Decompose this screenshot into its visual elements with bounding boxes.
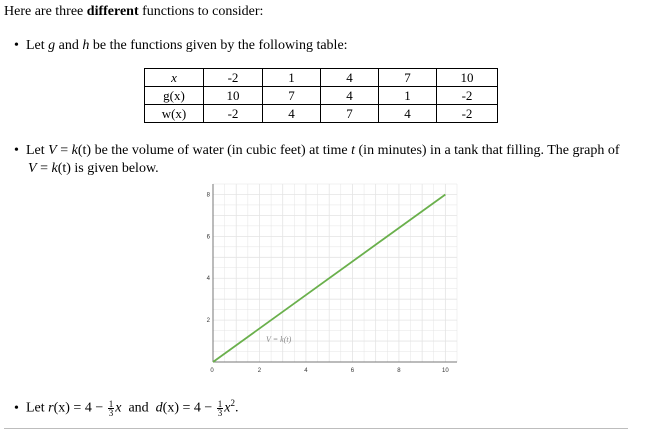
x-tick-label: 4 <box>304 368 308 374</box>
fraction <box>108 400 115 417</box>
var-r: r <box>48 400 54 416</box>
var-t: t <box>351 143 356 158</box>
cell: 1 <box>379 87 437 105</box>
bullet-dot: • <box>14 400 19 416</box>
text: Let <box>26 400 49 416</box>
var-k: k <box>51 161 58 176</box>
intro-suffix: functions to consider: <box>138 4 264 19</box>
text: . <box>235 400 239 416</box>
volume-graph <box>200 180 458 380</box>
var-V: V <box>28 161 37 176</box>
fraction <box>217 400 224 417</box>
var-x: x <box>224 400 231 416</box>
divider <box>4 428 628 429</box>
intro-prefix: Here are three <box>4 4 87 19</box>
table-row <box>145 69 498 87</box>
text: (t) <box>57 161 71 176</box>
text: = <box>56 143 72 158</box>
graph-svg <box>200 180 458 380</box>
text: is given below. <box>70 161 159 176</box>
denominator: 3 <box>108 407 114 418</box>
text: be the volume of water (in cubic feet) at time <box>91 143 352 158</box>
intro-text <box>4 4 263 20</box>
text: and <box>55 38 83 53</box>
cell: 4 <box>321 87 379 105</box>
cell: 4 <box>321 69 379 87</box>
cell: 10 <box>437 69 498 87</box>
curve-label: V = k(t) <box>266 335 292 344</box>
exponent: 2 <box>230 398 236 408</box>
y-tick-label: 8 <box>206 192 210 199</box>
text: (x) = 4 − <box>162 400 216 416</box>
numerator: 1 <box>217 398 223 409</box>
cell: 7 <box>379 69 437 87</box>
row-label: w(x) <box>145 105 204 123</box>
function-table <box>144 68 498 123</box>
bullet-dot: • <box>14 38 19 53</box>
y-tick-label: 2 <box>206 318 210 325</box>
var-V: V <box>48 143 57 158</box>
label-text: x <box>171 69 177 85</box>
bullet-dot: • <box>14 143 19 158</box>
row-label <box>145 69 204 87</box>
var-d: d <box>155 400 163 416</box>
bullet-g-h <box>14 38 348 54</box>
cell: 10 <box>204 87 263 105</box>
text: Let <box>26 38 49 53</box>
var-x: x <box>115 400 122 416</box>
y-tick-label: 4 <box>206 276 210 283</box>
text: be the functions given by the following table: <box>89 38 348 53</box>
bullet-volume-line2 <box>28 161 159 177</box>
text: (x) = 4 − <box>53 400 107 416</box>
cell: 7 <box>263 87 321 105</box>
numerator: 1 <box>108 398 114 409</box>
intro-bold: different <box>86 4 139 19</box>
var-g: g <box>48 38 56 53</box>
cell: 4 <box>263 105 321 123</box>
x-tick-label: 2 <box>257 368 262 374</box>
x-tick-label: 6 <box>350 368 355 374</box>
cell: 7 <box>321 105 379 123</box>
cell: -2 <box>437 105 498 123</box>
text: (t) <box>77 143 92 158</box>
var-k: k <box>71 143 78 158</box>
cell: -2 <box>204 69 263 87</box>
bullet-volume-line1 <box>14 143 620 159</box>
bullet-r-d <box>14 398 239 417</box>
denominator: 3 <box>217 407 223 418</box>
text: = <box>36 161 52 176</box>
cell: 4 <box>379 105 437 123</box>
cell: -2 <box>437 87 498 105</box>
cell: 1 <box>263 69 321 87</box>
table-row <box>145 87 498 105</box>
var-h: h <box>82 38 90 53</box>
text: and <box>121 400 156 416</box>
text: Let <box>26 143 49 158</box>
x-tick-label: 8 <box>397 368 401 374</box>
x-tick-label: 0 <box>210 368 214 374</box>
row-label: g(x) <box>145 87 204 105</box>
table-row <box>145 105 498 123</box>
y-tick-label: 6 <box>206 234 210 241</box>
text: (in minutes) in a tank that filling. The graph of <box>355 143 620 158</box>
x-tick-label: 10 <box>442 368 449 374</box>
cell: -2 <box>204 105 263 123</box>
